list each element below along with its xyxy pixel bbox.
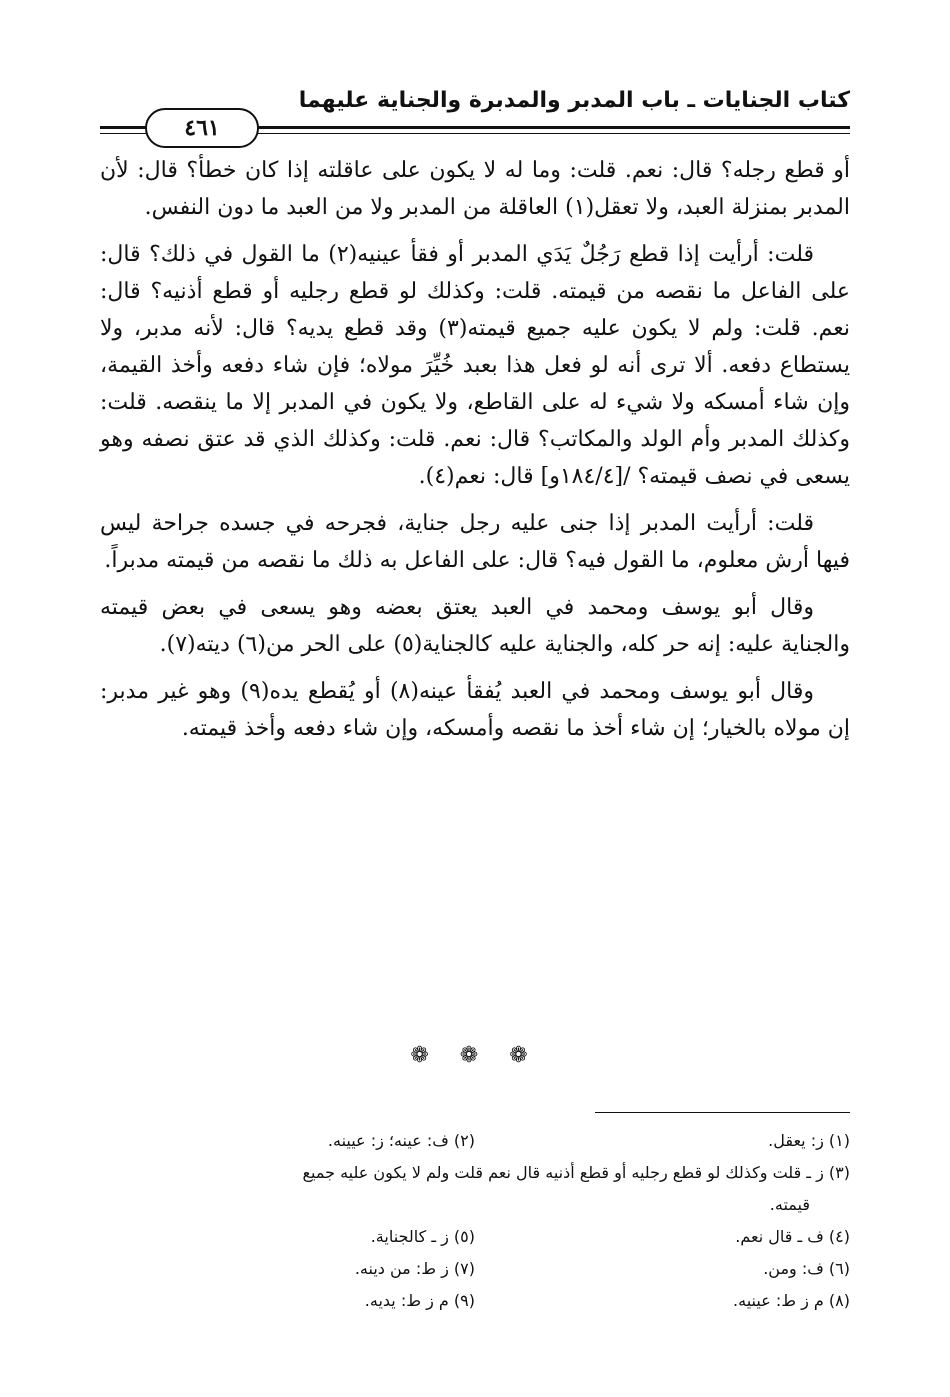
paragraph: أو قطع رجله؟ قال: نعم. قلت: وما له لا يكون على عاقلته إذا كان خطأ؟ قال: لأن المدبر بمنزلة العبد، ولا تعقل(١) العاقلة من المدبر ولا من العبد ما دون النفس. bbox=[100, 158, 850, 220]
paragraph: قلت: أرأيت إذا قطع رَجُلٌ يَدَي المدبر أو فقأ عينيه(٢) ما القول في ذلك؟ قال: على الفاعل ما نقصه من قيمته. قلت: وكذلك لو قطع رجليه أو قطع أذنيه؟ قال: نعم. قلت: ولم لا يكون عليه جميع قيمته(٣) وقد قطع يديه؟ قال: لأنه مدبر، ولا يستطاع دفعه. ألا ترى أنه لو فعل هذا بعبد خُيِّرَ مولاه؛ فإن شاء دفعه وأخذ القيمة، وإن شاء أمسكه ولا شيء له على القاطع، ولا يكون في المدبر إلا ما ينقصه. قلت: وكذلك المدبر وأم الولد والمكاتب؟ قال: نعم. قلت: وكذلك الذي قد عتق نصفه وهو يسعى في نصف قيمته؟ /[١٨٤/٤و] قال: نعم(٤). bbox=[100, 242, 850, 489]
footnote-8: (٨) م ز ط: عينيه. bbox=[733, 1291, 850, 1310]
footnote-divider bbox=[595, 1112, 850, 1113]
footnote-7: (٧) ز ط: من دينه. bbox=[354, 1259, 475, 1278]
footnote-1: (١) ز: يعقل. bbox=[768, 1131, 850, 1150]
section-ornament: ❁ ❁ ❁ bbox=[410, 1043, 540, 1068]
running-header bbox=[100, 88, 850, 140]
paragraph: وقال أبو يوسف ومحمد في العبد يعتق بعضه وهو يسعى في بعض قيمته والجناية عليه: إنه حر كله، والجناية عليه كالجناية(٥) على الحر من(٦) ديته(٧). bbox=[100, 595, 850, 657]
footnote-6: (٦) ف: ومن. bbox=[763, 1259, 850, 1278]
footnote-row bbox=[100, 1189, 850, 1221]
footnote-3: (٣) ز ـ قلت وكذلك لو قطع رجليه أو قطع أذنيه قال نعم قلت ولم لا يكون عليه جميع bbox=[302, 1163, 850, 1182]
footnote-row bbox=[100, 1157, 850, 1189]
footnote-row bbox=[100, 1285, 850, 1317]
footnote-5: (٥) ز ـ كالجناية. bbox=[370, 1227, 475, 1246]
paragraph: وقال أبو يوسف ومحمد في العبد يُفقأ عينه(٨) أو يُقطع يده(٩) وهو غير مدبر: إن مولاه بالخيار؛ إن شاء أخذ ما نقصه وأمسكه، وإن شاء دفعه وأخذ قيمته. bbox=[100, 679, 850, 741]
paragraph: قلت: أرأيت المدبر إذا جنى عليه رجل جناية، فجرحه في جسده جراحة ليس فيها أرش معلوم، ما القول فيه؟ قال: على الفاعل به ذلك ما نقصه من قيمته مدبراً. bbox=[100, 511, 850, 573]
page-number: ٤٦١ bbox=[145, 108, 259, 148]
footnote-row bbox=[100, 1125, 850, 1157]
footnote-3-continuation: قيمته. bbox=[769, 1195, 810, 1214]
footnote-2: (٢) ف: عينه؛ ز: عيينه. bbox=[327, 1131, 475, 1150]
footnote-row bbox=[100, 1253, 850, 1285]
footnotes bbox=[100, 1125, 850, 1317]
footnote-row bbox=[100, 1221, 850, 1253]
chapter-title: كتاب الجنايات ـ باب المدبر والمدبرة والجناية عليهما bbox=[298, 88, 850, 113]
footnote-4: (٤) ف ـ قال نعم. bbox=[735, 1227, 850, 1246]
main-text bbox=[100, 152, 850, 757]
footnote-9: (٩) م ز ط: يديه. bbox=[364, 1291, 475, 1310]
